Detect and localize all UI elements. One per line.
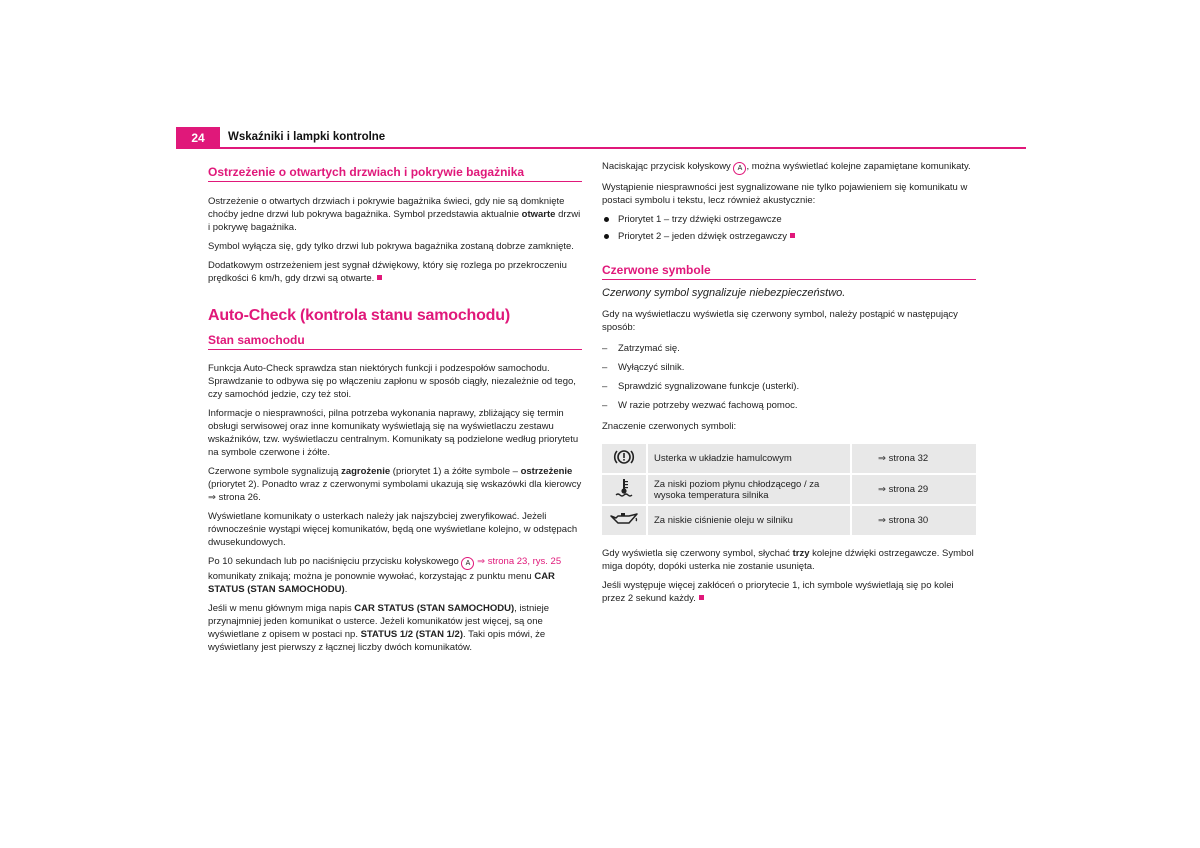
table-cell-reference[interactable]: ⇒ strona 29 (851, 474, 976, 505)
page-reference-link[interactable]: ⇒ strona 23, rys. 25 (477, 556, 562, 567)
table-row (602, 444, 976, 474)
priority-list (602, 213, 976, 243)
text: kolejne dźwięki ostrzegawcze. Symbol miga dopóty, dopóki usterka nie zostanie usunięta. (602, 548, 974, 572)
list-item (602, 230, 976, 243)
text: . Taki opis mówi, że wyświetlany jest pierwszy z łącznej liczby dwóch komunikatów. (208, 629, 546, 653)
text: Jeśli w menu głównym miga napis (208, 603, 355, 614)
text: Po 10 sekundach lub po naciśnięciu przycisku kołyskowego (208, 556, 462, 567)
page-header-title: Wskaźniki i lampki kontrolne (228, 131, 386, 143)
paragraph (602, 547, 976, 573)
paragraph (208, 195, 582, 234)
paragraph (208, 555, 582, 596)
paragraph (208, 259, 582, 285)
table-cell-description: Za niskie ciśnienie oleju w silniku (647, 505, 851, 536)
text: komunikaty znikają; można je ponownie wywołać, korzystając z punktu menu (208, 571, 535, 582)
header-rule (176, 147, 1026, 149)
table-row (602, 474, 976, 505)
paragraph: Funkcja Auto-Check sprawdza stan niektórych funkcji i podzespołów samochodu. Sprawdzanie to odbywa się po włączeniu zapłonu w sposób ciągły, niezależnie od tego, czy samochód jedzie, czy też stoi. (208, 363, 576, 400)
table-cell-description: Usterka w układzie hamulcowym (647, 444, 851, 474)
paragraph: Wystąpienie niesprawności jest sygnalizowane nie tylko pojawieniem się komunikatu w postaci symbolu i tekstu, lecz również akustycznie: (602, 182, 968, 206)
text: Priorytet 2 – jeden dźwięk ostrzegawczy (618, 231, 787, 242)
end-marker-icon (790, 233, 795, 238)
text: , istnieje przynajmniej jeden komunikat o usterce. Jeżeli komunikatów jest więcej, są one wyświetlane z opisem w postaci np. (208, 603, 550, 640)
section-lead: Czerwony symbol sygnalizuje niebezpieczeństwo. (602, 287, 846, 299)
paragraph: Znaczenie czerwonych symboli: (602, 421, 737, 432)
main-heading-auto-check: Auto-Check (kontrola stanu samochodu) (208, 307, 510, 324)
text-bold: CAR STATUS (STAN SAMOCHODU) (208, 571, 555, 595)
left-column (208, 160, 582, 654)
action-steps-list (602, 342, 976, 412)
paragraph: Gdy na wyświetlaczu wyświetla się czerwony symbol, należy postąpić w następujący sposób: (602, 309, 958, 333)
text-bold: CAR STATUS (STAN SAMOCHODU) (354, 603, 515, 614)
text: Ostrzeżenie o otwartych drzwiach i pokrywie bagażnika świeci, gdy nie są domknięte choćby jedne drzwi lub pokrywa bagażnika. Symbol przedstawia aktualnie (208, 196, 565, 220)
paragraph (602, 579, 976, 605)
text: Gdy wyświetla się czerwony symbol, słychać (602, 548, 793, 559)
page-number: 24 (176, 127, 220, 149)
paragraph (208, 465, 582, 504)
oil-pressure-icon (602, 505, 647, 536)
text: , można wyświetlać kolejne zapamiętane komunikaty. (746, 161, 971, 172)
red-symbols-table (602, 444, 976, 537)
end-marker-icon (699, 595, 704, 600)
text-bold: trzy (792, 548, 810, 559)
text: Jeśli występuje więcej zakłóceń o priorytecie 1, ich symbole wyświetlają się po kolei przez 2 sekund każdy. (602, 580, 954, 604)
text: (priorytet 2). Ponadto wraz z czerwonymi symbolami ukazują się wskazówki dla kierowcy ⇒ strona 26. (208, 479, 582, 503)
paragraph (208, 602, 582, 654)
paragraph (602, 160, 976, 175)
text: . (344, 584, 348, 595)
rocker-button-a-icon: A (733, 162, 746, 175)
table-row (602, 505, 976, 536)
section-heading-vehicle-status: Stan samochodu (208, 333, 582, 350)
text-bold: ostrzeżenie (520, 466, 573, 477)
text: Czerwone symbole sygnalizują (208, 466, 342, 477)
list-item: – Zatrzymać się. (602, 342, 976, 355)
text-bold: otwarte (521, 209, 556, 220)
list-item: Priorytet 1 – trzy dźwięki ostrzegawcze (602, 213, 976, 226)
section-heading-red-symbols: Czerwone symbole (602, 263, 976, 280)
paragraph: Wyświetlane komunikaty o usterkach należy jak najszybciej zweryfikować. Jeżeli równocześnie wystąpi więcej komunikatów, będą one wyświetlane kolejno, w odstępach dwusekundowych. (208, 511, 578, 548)
text: Naciskając przycisk kołyskowy (602, 161, 734, 172)
rocker-button-a-icon: A (461, 557, 474, 570)
text: Dodatkowym ostrzeżeniem jest sygnał dźwiękowy, który się rozlega po przekroczeniu prędkości 6 km/h, gdy drzwi są otwarte. (208, 260, 567, 284)
table-cell-reference[interactable]: ⇒ strona 32 (851, 444, 976, 474)
brake-warning-icon (602, 444, 647, 474)
text: drzwi i pokrywę bagażnika. (208, 209, 581, 233)
text-bold: zagrożenie (341, 466, 391, 477)
text-bold: STATUS 1/2 (STAN 1/2) (360, 629, 463, 640)
list-item: – Wyłączyć silnik. (602, 361, 976, 374)
coolant-temperature-icon (602, 474, 647, 505)
table-cell-reference[interactable]: ⇒ strona 30 (851, 505, 976, 536)
list-item: – Sprawdzić sygnalizowane funkcje (usterki). (602, 380, 976, 393)
list-item: – W razie potrzeby wezwać fachową pomoc. (602, 399, 976, 412)
section-heading-doors: Ostrzeżenie o otwartych drzwiach i pokrywie bagażnika (208, 165, 582, 182)
paragraph: Symbol wyłącza się, gdy tylko drzwi lub pokrywa bagażnika zostaną dobrze zamknięte. (208, 241, 574, 252)
table-cell-description: Za niski poziom płynu chłodzącego / za wysoka temperatura silnika (647, 474, 851, 505)
right-column (602, 160, 976, 605)
paragraph: Informacje o niesprawności, pilna potrzeba wykonania naprawy, zbliżający się termin obsługi serwisowej oraz inne komunikaty wyświetlają się na wyświetlaczu zestawu wskaźników, tzw. wyświetlaczu centralnym. Komunikaty są podzielone według priorytetu na symbole czerwone i żółte. (208, 408, 579, 458)
text: (priorytet 1) a żółte symbole – (390, 466, 521, 477)
end-marker-icon (377, 275, 382, 280)
